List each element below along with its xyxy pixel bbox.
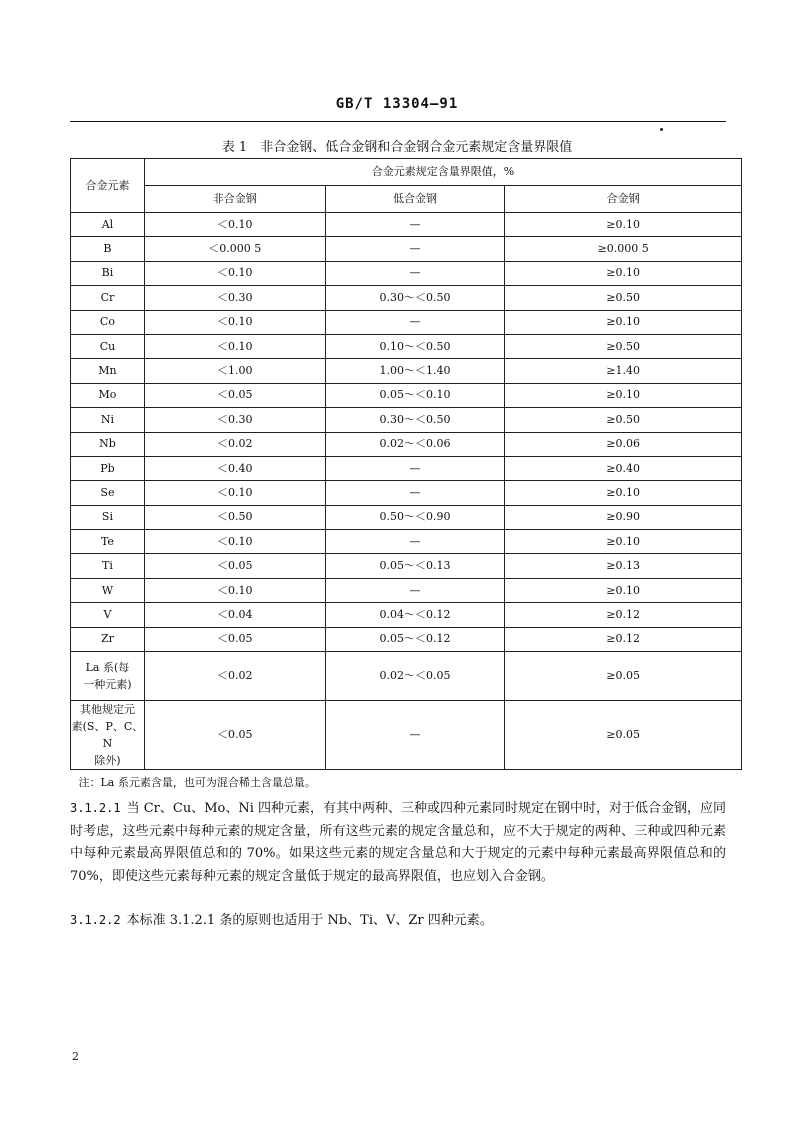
cell-low-alloy: 0.30～＜0.50 [325, 286, 505, 310]
table-row [71, 359, 742, 383]
table-row [71, 237, 742, 261]
cell-element: Mo [71, 383, 145, 407]
table-row [71, 408, 742, 432]
cell-alloy: ≥0.05 [505, 652, 742, 701]
cell-low-alloy: 0.02～＜0.06 [325, 432, 505, 456]
cell-element: Ti [71, 554, 145, 578]
clause-3-1-2-1 [70, 797, 726, 888]
clause-number: 3.1.2.1 [70, 801, 121, 815]
cell-non-alloy: ＜0.05 [144, 627, 325, 651]
page-number: 2 [72, 1050, 79, 1063]
clause-text: 当 Cr、Cu、Mo、Ni 四种元素，有其中两种、三种或四种元素同时规定在钢中时，对于低合金钢，应同时考虑，这些元素中每种元素的规定含量，所有这些元素的规定含量总和，应不大于规定的两种、三种或四种元素中每种元素最高界限值总和的 70%。如果这些元素的规定含量总和大于规定的元素中每种元素最高界限值总和的 70%，即使这些元素每种元素的规定含量低于规定的最高界限值，也应划入合金钢。 [70, 801, 726, 884]
cell-alloy: ≥0.40 [505, 456, 742, 480]
cell-non-alloy: ＜0.10 [144, 334, 325, 358]
standard-code-header: GB/T 13304—91 [335, 96, 459, 112]
cell-low-alloy: 1.00～＜1.40 [325, 359, 505, 383]
cell-non-alloy: ＜0.10 [144, 261, 325, 285]
cell-alloy: ≥0.12 [505, 603, 742, 627]
table-row [71, 261, 742, 285]
cell-low-alloy: 0.50～＜0.90 [325, 505, 505, 529]
cell-alloy: ≥0.000 5 [505, 237, 742, 261]
cell-alloy: ≥0.12 [505, 627, 742, 651]
cell-non-alloy: ＜0.10 [144, 213, 325, 237]
cell-element: B [71, 237, 145, 261]
cell-element: Cu [71, 334, 145, 358]
cell-non-alloy: ＜0.05 [144, 383, 325, 407]
cell-element [71, 701, 145, 770]
cell-low-alloy: 0.10～＜0.50 [325, 334, 505, 358]
cell-element [71, 652, 145, 701]
cell-alloy: ≥0.10 [505, 383, 742, 407]
cell-alloy: ≥0.10 [505, 481, 742, 505]
table-row [71, 554, 742, 578]
cell-low-alloy: — [325, 261, 505, 285]
cell-non-alloy: ＜0.10 [144, 530, 325, 554]
cell-alloy: ≥0.50 [505, 286, 742, 310]
cell-alloy: ≥0.90 [505, 505, 742, 529]
cell-element: Ni [71, 408, 145, 432]
other-label-line2: 素(S、P、C、N [71, 720, 144, 751]
cell-alloy: ≥0.13 [505, 554, 742, 578]
other-label-line1: 其他规定元 [79, 703, 135, 717]
header-rule [70, 121, 726, 122]
cell-element: Nb [71, 432, 145, 456]
cell-low-alloy: — [325, 578, 505, 602]
cell-alloy: ≥0.10 [505, 578, 742, 602]
table-row [71, 530, 742, 554]
cell-element: Mn [71, 359, 145, 383]
cell-non-alloy: ＜0.02 [144, 652, 325, 701]
cell-element: V [71, 603, 145, 627]
cell-alloy: ≥0.06 [505, 432, 742, 456]
table-row [71, 481, 742, 505]
alloy-element-limits-table [70, 158, 742, 792]
cell-low-alloy: — [325, 310, 505, 334]
table-row-other-elements [71, 701, 742, 770]
cell-element: Te [71, 530, 145, 554]
table-row [71, 603, 742, 627]
cell-non-alloy: ＜0.05 [144, 554, 325, 578]
cell-alloy: ≥0.10 [505, 213, 742, 237]
cell-non-alloy: ＜0.05 [144, 701, 325, 770]
cell-low-alloy: 0.04～＜0.12 [325, 603, 505, 627]
cell-alloy: ≥0.10 [505, 530, 742, 554]
table-row [71, 505, 742, 529]
clause-3-1-2-2 [70, 909, 726, 933]
cell-non-alloy: ＜0.30 [144, 408, 325, 432]
header-element: 合金元素 [71, 159, 145, 213]
table-row [71, 627, 742, 651]
table-row [71, 213, 742, 237]
cell-element: Se [71, 481, 145, 505]
la-label-line2: 一种元素) [83, 678, 132, 692]
cell-element: Si [71, 505, 145, 529]
clause-text: 本标准 3.1.2.1 条的原则也适用于 Nb、Ti、V、Zr 四种元素。 [126, 913, 493, 928]
cell-element: Al [71, 213, 145, 237]
cell-element: Bi [71, 261, 145, 285]
cell-alloy: ≥0.10 [505, 310, 742, 334]
cell-low-alloy: 0.05～＜0.10 [325, 383, 505, 407]
cell-low-alloy: — [325, 481, 505, 505]
other-label-line3: 除外) [94, 754, 121, 768]
cell-alloy: ≥0.50 [505, 334, 742, 358]
cell-non-alloy: ＜0.50 [144, 505, 325, 529]
cell-low-alloy: — [325, 530, 505, 554]
cell-non-alloy: ＜0.04 [144, 603, 325, 627]
cell-low-alloy: — [325, 701, 505, 770]
scan-speck [660, 128, 663, 131]
cell-non-alloy: ＜0.02 [144, 432, 325, 456]
table-note: 注：La 系元素含量，也可为混合稀土含量总量。 [71, 770, 742, 793]
table-row [71, 578, 742, 602]
header-limit-group: 合金元素规定含量界限值，% [144, 159, 741, 186]
cell-element: Co [71, 310, 145, 334]
cell-non-alloy: ＜1.00 [144, 359, 325, 383]
cell-non-alloy: ＜0.40 [144, 456, 325, 480]
header-non-alloy: 非合金钢 [144, 186, 325, 213]
header-alloy: 合金钢 [505, 186, 742, 213]
cell-low-alloy: 0.05～＜0.12 [325, 627, 505, 651]
cell-low-alloy: — [325, 456, 505, 480]
la-label-line1: La 系(每 [85, 661, 130, 675]
cell-element: Zr [71, 627, 145, 651]
table-row [71, 432, 742, 456]
cell-non-alloy: ＜0.10 [144, 310, 325, 334]
cell-low-alloy: 0.05～＜0.13 [325, 554, 505, 578]
header-low-alloy: 低合金钢 [325, 186, 505, 213]
cell-low-alloy: 0.02～＜0.05 [325, 652, 505, 701]
cell-low-alloy: — [325, 213, 505, 237]
cell-non-alloy: ＜0.10 [144, 481, 325, 505]
table-caption: 表 1 非合金钢、低合金钢和合金钢合金元素规定含量界限值 [221, 140, 573, 155]
table-row [71, 456, 742, 480]
cell-low-alloy: 0.30～＜0.50 [325, 408, 505, 432]
cell-non-alloy: ＜0.30 [144, 286, 325, 310]
table-row-la-series [71, 652, 742, 701]
clause-number: 3.1.2.2 [70, 913, 121, 927]
cell-alloy: ≥1.40 [505, 359, 742, 383]
cell-element: Cr [71, 286, 145, 310]
cell-non-alloy: ＜0.000 5 [144, 237, 325, 261]
cell-alloy: ≥0.10 [505, 261, 742, 285]
table-row [71, 383, 742, 407]
cell-low-alloy: — [325, 237, 505, 261]
cell-alloy: ≥0.50 [505, 408, 742, 432]
cell-non-alloy: ＜0.10 [144, 578, 325, 602]
cell-element: Pb [71, 456, 145, 480]
cell-alloy: ≥0.05 [505, 701, 742, 770]
table-row [71, 334, 742, 358]
cell-element: W [71, 578, 145, 602]
table-row [71, 310, 742, 334]
table-row [71, 286, 742, 310]
